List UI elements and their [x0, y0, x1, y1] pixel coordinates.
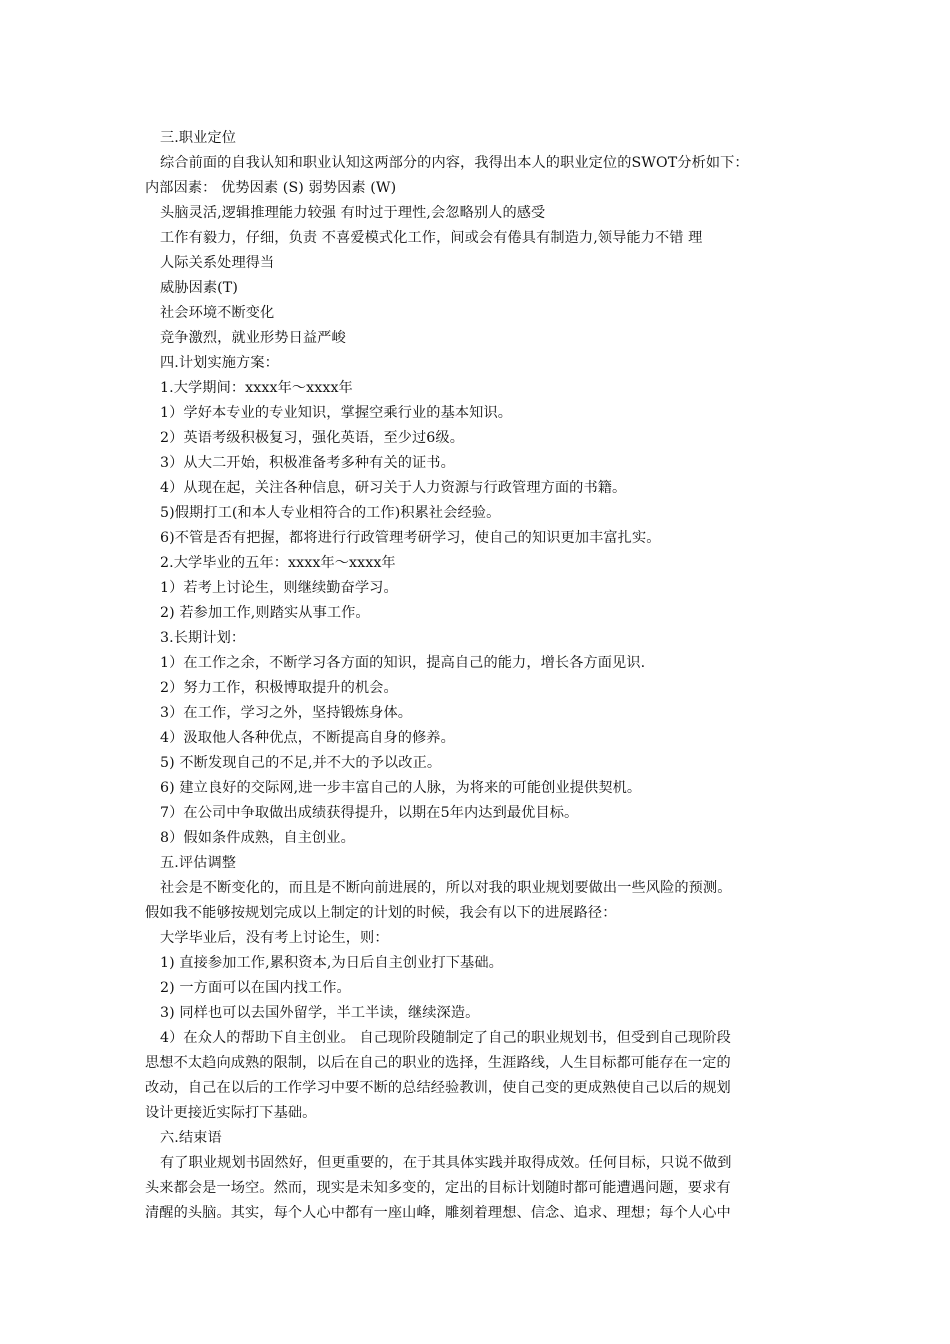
- text-line: 1.大学期间：xxxx年～xxxx年: [160, 380, 353, 396]
- paragraph-line: 社会是不断变化的，而且是不断向前进展的，所以对我的职业规划要做出一些风险的预测。: [160, 880, 732, 896]
- text-line: 6) 建立良好的交际网,进一步丰富自己的人脉，为将来的可能创业提供契机。: [160, 780, 642, 796]
- paragraph-line: 头来都会是一场空。然而，现实是未知多变的，定出的目标计划随时都可能遭遇问题，要求有: [145, 1180, 731, 1196]
- text-line: 7）在公司中争取做出成绩获得提升，以期在5年内达到最优目标。: [160, 805, 579, 821]
- text-line: 8）假如条件成熟，自主创业。: [160, 830, 355, 846]
- document-body: [145, 126, 805, 1226]
- text-line: 工作有毅力，仔细，负责 不喜爱模式化工作，间或会有倦具有制造力,领导能力不错 理: [160, 230, 703, 246]
- text-line: 人际关系处理得当: [160, 255, 275, 271]
- text-line: 内部因素： 优势因素 (S) 弱势因素 (W): [145, 180, 397, 196]
- text-line: 2.大学毕业的五年：xxxx年～xxxx年: [160, 555, 396, 571]
- text-line: 6)不管是否有把握，都将进行行政管理考研学习，使自己的知识更加丰富扎实。: [160, 530, 661, 546]
- text-line: 1）在工作之余，不断学习各方面的知识，提高自己的能力，增长各方面见识.: [160, 655, 646, 671]
- text-line: 1) 直接参加工作,累积资本,为日后自主创业打下基础。: [160, 955, 503, 971]
- text-line: 2）努力工作，积极博取提升的机会。: [160, 680, 398, 696]
- paragraph-line: 4）在众人的帮助下自主创业。 自己现阶段随制定了自己的职业规划书，但受到自己现阶段: [160, 1030, 731, 1046]
- paragraph-line: 设计更接近实际打下基础。: [145, 1105, 317, 1121]
- section-heading-4: 四.计划实施方案：: [160, 355, 279, 371]
- text-line: 竞争激烈，就业形势日益严峻: [160, 330, 346, 346]
- text-line: 3.长期计划：: [160, 630, 246, 646]
- text-line: 2) 若参加工作,则踏实从事工作。: [160, 605, 370, 621]
- paragraph-line: 清醒的头脑。其实，每个人心中都有一座山峰，雕刻着理想、信念、追求、理想；每个人心中: [145, 1205, 731, 1221]
- section-heading-3: 三.职业定位: [160, 130, 237, 146]
- text-line: 4）从现在起，关注各种信息，研习关于人力资源与行政管理方面的书籍。: [160, 480, 627, 496]
- paragraph-line: 有了职业规划书固然好，但更重要的，在于其具体实践并取得成效。任何目标，只说不做到: [160, 1155, 732, 1171]
- text-line: 2）英语考级积极复习，强化英语，至少过6级。: [160, 430, 465, 446]
- text-line: 综合前面的自我认知和职业认知这两部分的内容，我得出本人的职业定位的SWOT分析如下：: [160, 155, 749, 171]
- section-heading-6: 六.结束语: [160, 1130, 222, 1146]
- text-line: 5) 不断发现自己的不足,并不大的予以改正。: [160, 755, 442, 771]
- text-line: 社会环境不断变化: [160, 305, 275, 321]
- text-line: 大学毕业后，没有考上讨论生，则：: [160, 930, 389, 946]
- text-line: 3) 同样也可以去国外留学，半工半读，继续深造。: [160, 1005, 480, 1021]
- paragraph-line: 假如我不能够按规划完成以上制定的计划的时候，我会有以下的进展路径：: [145, 905, 617, 921]
- text-line: 头脑灵活,逻辑推理能力较强 有时过于理性,会忽略别人的感受: [160, 205, 546, 221]
- text-line: 1）学好本专业的专业知识，掌握空乘行业的基本知识。: [160, 405, 513, 421]
- text-line: 3）从大二开始，积极准备考多种有关的证书。: [160, 455, 455, 471]
- text-line: 威胁因素(T): [160, 280, 238, 296]
- text-line: 2) 一方面可以在国内找工作。: [160, 980, 351, 996]
- text-line: 5)假期打工(和本人专业相符合的工作)积累社会经验。: [160, 505, 501, 521]
- section-heading-5: 五.评估调整: [160, 855, 237, 871]
- text-line: 1）若考上讨论生，则继续勤奋学习。: [160, 580, 398, 596]
- text-line: 4）汲取他人各种优点，不断提高自身的修养。: [160, 730, 455, 746]
- paragraph-line: 思想不太趋向成熟的限制，以后在自己的职业的选择，生涯路线，人生目标都可能存在一定的: [145, 1055, 731, 1071]
- paragraph-line: 改动，自己在以后的工作学习中要不断的总结经验教训，使自己变的更成熟使自己以后的规划: [145, 1080, 731, 1096]
- text-line: 3）在工作，学习之外，坚持锻炼身体。: [160, 705, 413, 721]
